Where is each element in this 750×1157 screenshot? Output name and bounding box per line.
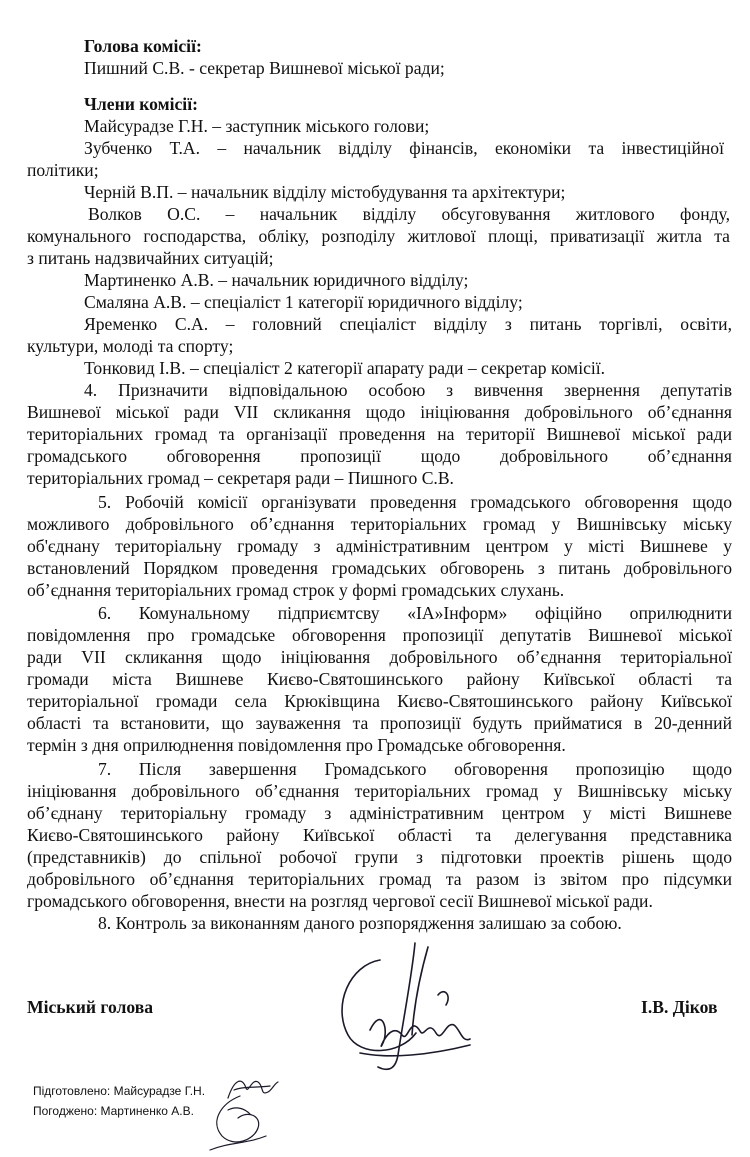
item5-line: можливого добровільного об’єднання територіальних громад у Вишнівську міську: [27, 514, 732, 534]
member-line: культури, молоді та спорту;: [27, 336, 234, 356]
member-line: Смаляна А.В. – спеціаліст 1 категорії юридичного відділу;: [84, 292, 523, 312]
footer-agreed: Погоджено: Мартиненко А.В.: [33, 1104, 194, 1118]
item4-line: 4. Призначити відповідальною особою з вивчення звернення депутатів: [84, 380, 732, 400]
member-line: Черній В.П. – начальник відділу містобудування та архітектури;: [84, 182, 566, 202]
item5-line: встановлений Порядком проведення громадських обговорень з питань добровільного: [27, 558, 732, 578]
initials-mark-1: [220, 1070, 280, 1104]
item6-line: громади міста Вишневе Києво-Святошинського району Київської області та: [27, 669, 732, 689]
item8-line: 8. Контроль за виконанням даного розпорядження залишаю за собою.: [98, 913, 622, 933]
item4-line: громадського обговорення пропозиції щодо добровільного об’єднання: [27, 446, 732, 466]
commission-head-title: Голова комісії:: [84, 36, 202, 56]
item6-line: 6. Комунальному підприємтсву «ІА»Інформ» офіційно оприлюднити: [98, 603, 732, 623]
item4-line: територіальних громад та організації проведення на території Вишневої міської ради: [27, 424, 732, 444]
footer-prepared: Підготовлено: Майсурадзе Г.Н.: [33, 1084, 206, 1098]
item6-line: ради VII скликання щодо ініціювання добровільного об’єднання територіальної: [27, 647, 732, 667]
item6-line: термін з дня оприлюднення повідомлення про Громадське обговорення.: [27, 735, 566, 755]
item6-line: територіальної громади села Крюківщина Києво-Святошинського району Київської: [27, 691, 732, 711]
item4-line: територіальних громад – секретаря ради – Пишного С.В.: [27, 468, 454, 488]
item5-line: 5. Робочій комісії організувати проведення громадського обговорення щодо: [98, 492, 732, 512]
member-line: Тонковид І.В. – спеціаліст 2 категорії апарату ради – секретар комісії.: [84, 358, 606, 378]
item7-line: добровільного об’єднання територіальних громад та разом із звітом про підсумки: [27, 869, 732, 889]
item7-line: ініціювання добровільного об’єднання територіальних громад у Вишнівську міську: [27, 781, 732, 801]
item6-line: області та встановити, що зауваження та пропозиції будуть прийматися в 20-денний: [27, 713, 732, 733]
item4-line: Вишневої міської ради VII скликання щодо ініціювання добровільного об’єднання: [27, 402, 732, 422]
commission-members-title: Члени комісії:: [84, 94, 198, 114]
member-line: Волков О.С. – начальник відділу обсуговування житлового фонду,: [88, 204, 730, 224]
item6-line: повідомлення про громадське обговорення пропозиції депутатів Вишневої міської: [27, 625, 732, 645]
commission-head-member: Пишний С.В. - секретар Вишневої міської ради;: [84, 58, 445, 78]
member-line: Майсурадзе Г.Н. – заступник міського голови;: [84, 116, 430, 136]
item7-line: Києво-Святошинського району Київської області та делегування представника: [27, 825, 732, 845]
item7-line: (представників) до спільної робочої групи з підготовки проектів рішень щодо: [27, 847, 732, 867]
signature-mark: [320, 935, 490, 1080]
member-line: комунального господарства, обліку, розподілу житлової площі, приватизації житла та: [27, 226, 730, 246]
item7-line: об’єднану територіальну громаду з адміністративним центром у місті Вишневе: [27, 803, 732, 823]
member-line: політики;: [27, 160, 99, 180]
member-line: Зубченко Т.А. – начальник відділу фінансів, економіки та інвестиційної: [84, 138, 724, 158]
member-line: з питань надзвичайних ситуацій;: [27, 248, 274, 268]
member-line: Яременко С.А. – головний спеціаліст відділу з питань торгівлі, освіти,: [84, 314, 732, 334]
item5-line: об’єднання територіальних громад строк у формі громадських слухань.: [27, 580, 565, 600]
item7-line: громадського обговорення, внести на розгляд чергової сесії Вишневої міської ради.: [27, 891, 653, 911]
member-line: Мартиненко А.В. – начальник юридичного відділу;: [84, 270, 469, 290]
item7-line: 7. Після завершення Громадського обговорення пропозицію щодо: [98, 759, 732, 779]
signature-name: І.В. Діков: [641, 997, 718, 1017]
item5-line: об'єднану територіальну громаду з адміністративним центром у місті Вишневе у: [27, 536, 732, 556]
signature-position: Міський голова: [27, 997, 154, 1017]
initials-mark-2: [200, 1092, 270, 1156]
